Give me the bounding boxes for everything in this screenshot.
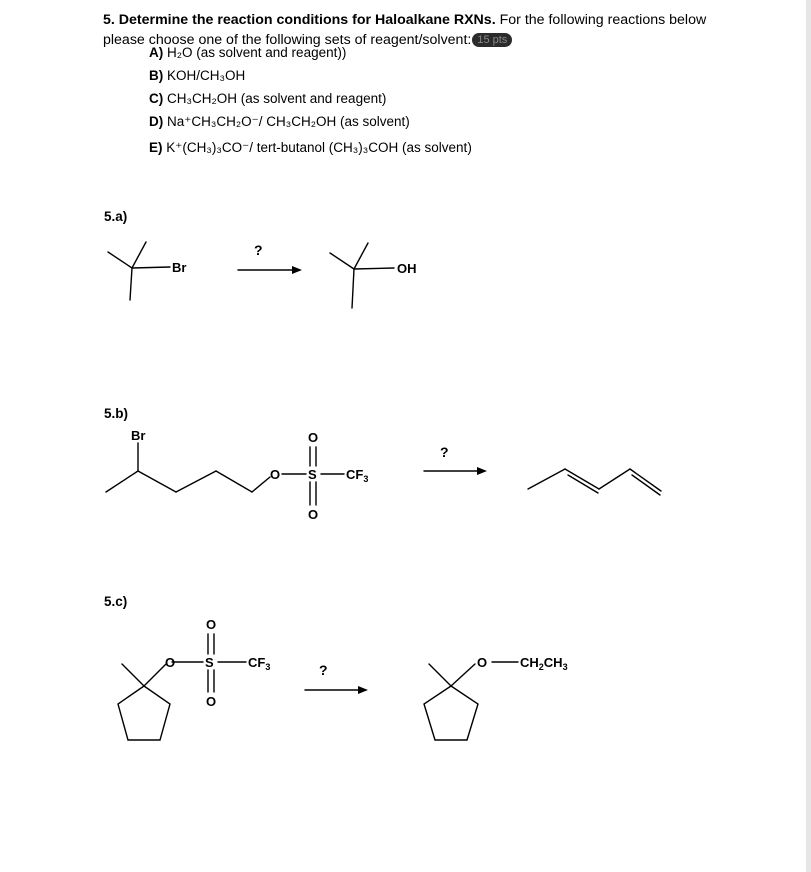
ethyl-sub-2: 2 bbox=[538, 662, 544, 672]
reaction-a-oh: OH bbox=[397, 261, 417, 276]
reaction-a-br: Br bbox=[172, 260, 187, 275]
reaction-c-s: S bbox=[205, 655, 214, 670]
option-letter: D) bbox=[149, 114, 164, 129]
points-badge: 15 pts bbox=[472, 33, 512, 47]
reaction-c-cf3 bbox=[248, 655, 270, 672]
reaction-c-product-o: O bbox=[477, 655, 488, 670]
cf-subscript: 3 bbox=[363, 474, 369, 484]
section-label-5c: 5.c) bbox=[104, 594, 128, 609]
reaction-c-question: ? bbox=[319, 662, 328, 678]
option-text: CH₃CH₂OH (as solvent and reagent) bbox=[167, 91, 387, 106]
cf-subscript: 3 bbox=[265, 662, 271, 672]
question-number: 5. bbox=[103, 12, 115, 28]
section-label-5b: 5.b) bbox=[104, 406, 129, 421]
reaction-a-arrowhead bbox=[292, 266, 302, 274]
reaction-c-arrowhead bbox=[358, 686, 368, 694]
instruction-line-1: For the following reactions below bbox=[499, 12, 707, 28]
option-letter: A) bbox=[149, 45, 164, 60]
ethyl-ch2: CH bbox=[520, 655, 539, 670]
reaction-b-br: Br bbox=[131, 428, 146, 443]
ethyl-sub-3: 3 bbox=[562, 662, 568, 672]
reaction-c-product-ethyl bbox=[520, 655, 568, 672]
reaction-a-reactant bbox=[108, 242, 170, 300]
reaction-b-arrowhead bbox=[477, 467, 487, 475]
instruction-line-2: please choose one of the following sets of reagent/solvent: bbox=[103, 32, 472, 48]
reaction-b-o-top: O bbox=[308, 430, 319, 445]
option-letter: C) bbox=[149, 91, 164, 106]
reaction-b-product bbox=[528, 469, 661, 495]
option-text: Na⁺CH₃CH₂O⁻/ CH₃CH₂OH (as solvent) bbox=[167, 114, 410, 129]
reaction-b-o-bottom: O bbox=[308, 507, 319, 522]
cf-label: CF bbox=[248, 655, 266, 670]
ethyl-ch3: CH bbox=[543, 655, 563, 670]
reaction-b-question: ? bbox=[440, 444, 449, 460]
reaction-b-cf3 bbox=[346, 467, 368, 484]
reaction-c-o-bottom: O bbox=[206, 694, 217, 709]
section-label-5a: 5.a) bbox=[104, 209, 128, 224]
reaction-c-o-top: O bbox=[206, 617, 217, 632]
cf-label: CF bbox=[346, 467, 364, 482]
option-letter: B) bbox=[149, 68, 164, 83]
reaction-a-product bbox=[330, 243, 394, 308]
reaction-b-o-link: O bbox=[270, 467, 281, 482]
reaction-c-product bbox=[424, 662, 518, 740]
question-heading: Determine the reaction conditions for Haloalkane RXNs. bbox=[118, 12, 496, 28]
reaction-a-question: ? bbox=[254, 242, 263, 258]
reaction-b-s: S bbox=[308, 467, 317, 482]
option-letter: E) bbox=[149, 140, 163, 155]
reaction-c-reactant bbox=[118, 634, 246, 740]
option-text: K⁺(CH₃)₃CO⁻/ tert-butanol (CH₃)₃COH (as solvent) bbox=[166, 140, 472, 155]
option-text: KOH/CH₃OH bbox=[167, 68, 246, 83]
reaction-c-o-link: O bbox=[165, 655, 176, 670]
option-text: H₂O (as solvent and reagent)) bbox=[167, 45, 347, 60]
reaction-b-reactant-chain bbox=[106, 443, 270, 492]
